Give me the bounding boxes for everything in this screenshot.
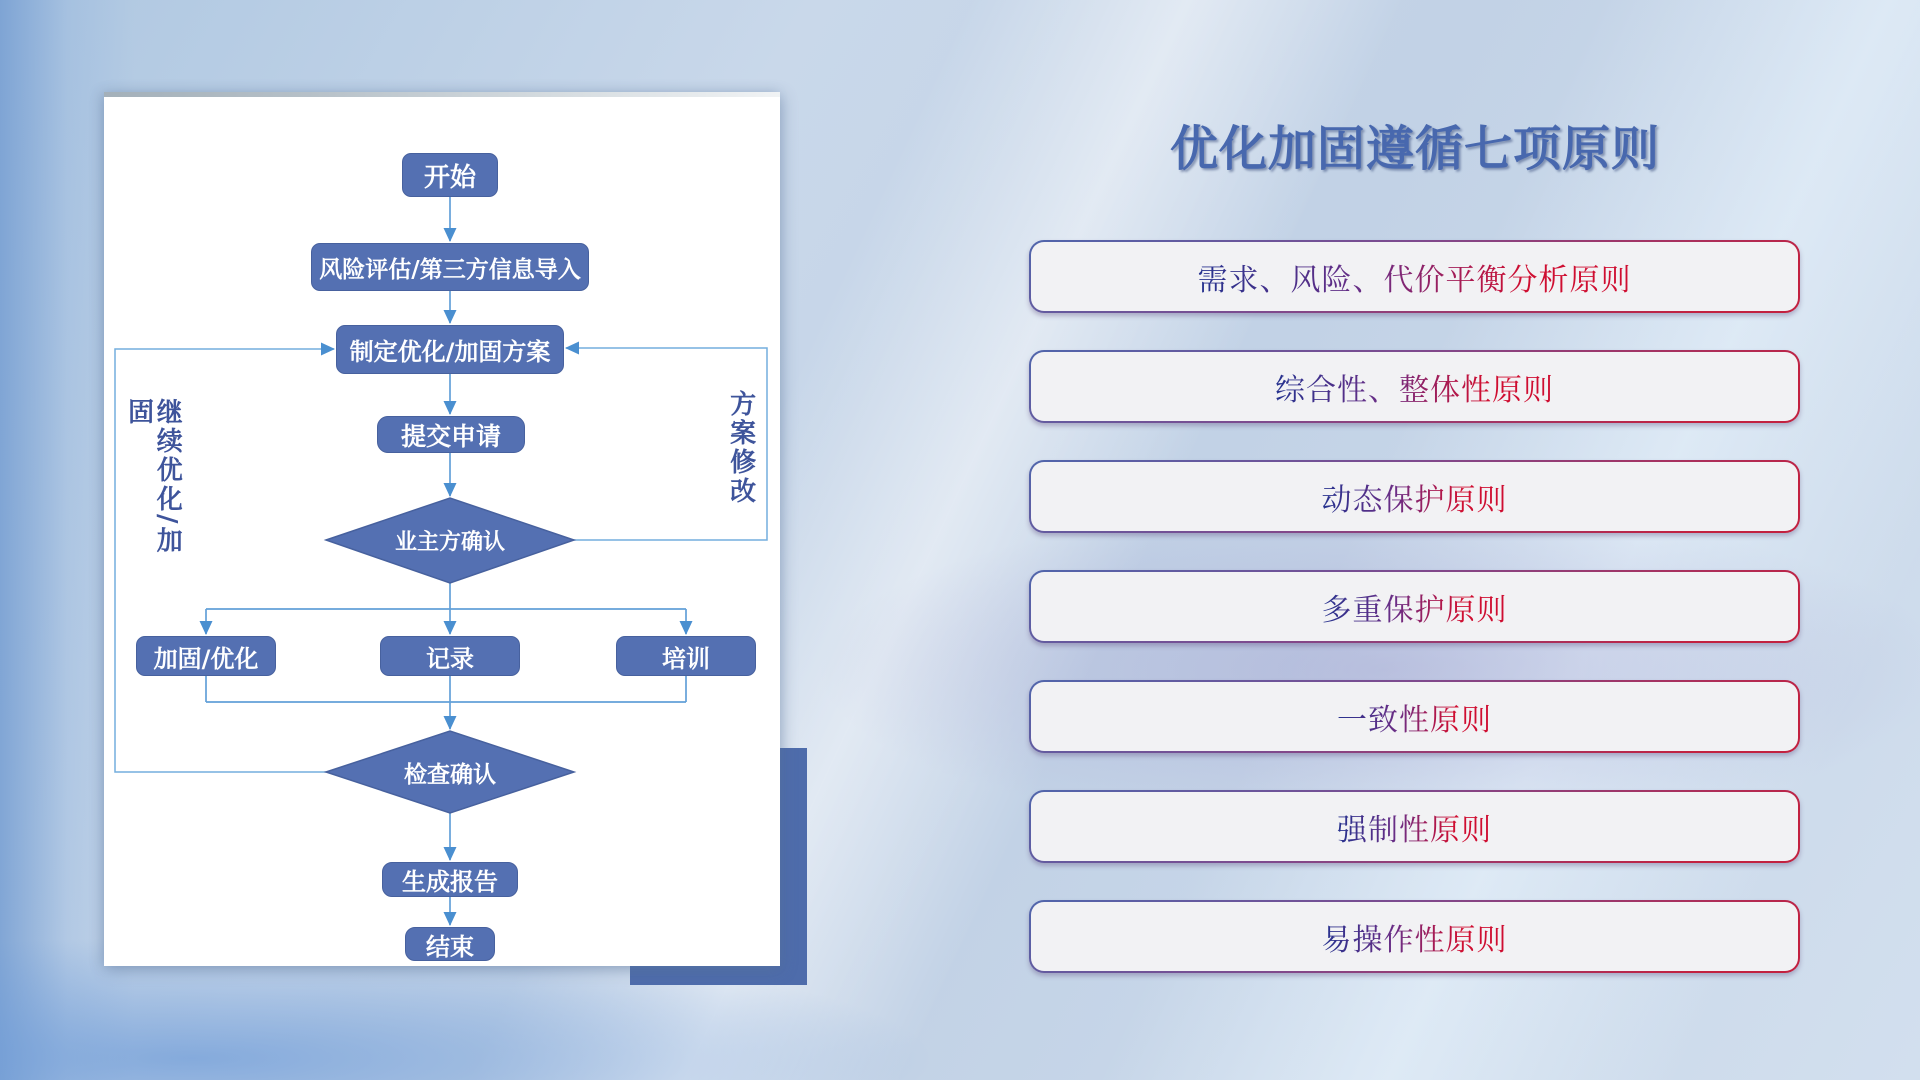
loop-label-revision: 方案修改 [725,390,756,506]
principle-text: 动态保护原则 [1322,475,1508,519]
principle-item [1029,900,1800,973]
principle-text: 需求、风险、代价平衡分析原则 [1198,255,1632,299]
loop-label-continue: 继续优化/加固 [123,398,183,556]
flow-node-reinforce: 加固/优化 [136,636,276,676]
principle-item [1029,680,1800,753]
principle-item-inner [1031,352,1798,421]
flow-node-start: 开始 [402,153,498,197]
principle-item [1029,460,1800,533]
principle-item-inner [1031,462,1798,531]
principle-text: 强制性原则 [1337,805,1492,849]
principle-item-inner [1031,792,1798,861]
flow-node-risk-import: 风险评估/第三方信息导入 [311,243,589,291]
principle-item [1029,570,1800,643]
page-title: 优化加固遵循七项原则 [1169,121,1660,177]
principle-text: 综合性、整体性原则 [1275,365,1554,409]
flow-node-check-confirm-label: 检查确认 [404,761,496,788]
principle-item-inner [1031,242,1798,311]
principle-item [1029,790,1800,863]
flow-node-submit: 提交申请 [377,416,525,453]
principle-text: 一致性原则 [1337,695,1492,739]
flow-node-owner-confirm-label: 业主方确认 [394,530,505,555]
flow-node-make-plan: 制定优化/加固方案 [336,325,564,374]
flow-node-training: 培训 [616,636,756,676]
principle-text: 易操作性原则 [1322,915,1508,959]
principle-item-inner [1031,572,1798,641]
principle-text: 多重保护原则 [1322,585,1508,629]
principles-list [1029,240,1800,973]
principle-item-inner [1031,682,1798,751]
flow-node-end: 结束 [405,927,495,961]
principle-item [1029,350,1800,423]
flow-node-report: 生成报告 [382,862,518,897]
principle-item-inner [1031,902,1798,971]
flow-node-record: 记录 [380,636,520,676]
principle-item [1029,240,1800,313]
